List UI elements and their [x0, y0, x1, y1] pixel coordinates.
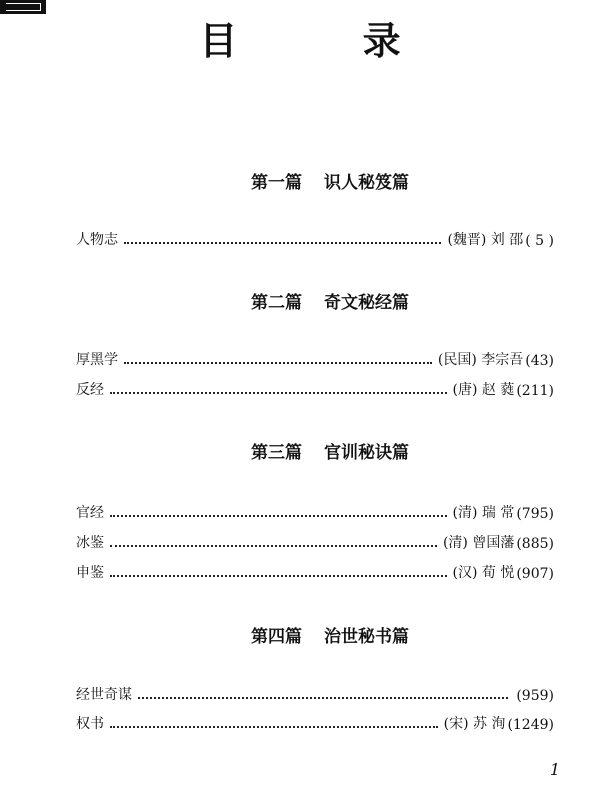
entry-title: 厚黑学: [76, 352, 118, 368]
dot-leader: [138, 697, 508, 699]
entry-title: 经世奇谋: [76, 687, 132, 703]
toc-entry[interactable]: [76, 347, 554, 369]
entry-author: (宋) 苏 洵: [443, 716, 506, 732]
entry-page: (959): [516, 688, 554, 704]
part-heading-3: [30, 438, 600, 463]
dot-leader: [110, 515, 447, 517]
part-heading-2: [30, 288, 600, 313]
entry-author: (清) 瑞 常: [452, 505, 515, 521]
part-heading-1: [30, 168, 600, 193]
toc-entry[interactable]: [76, 711, 554, 733]
part-number: 第三篇: [251, 443, 302, 463]
entry-title: 冰鉴: [76, 535, 104, 551]
part-number: 第二篇: [251, 293, 302, 313]
entry-author: (清) 曾国藩: [442, 535, 515, 551]
entry-title: 人物志: [76, 232, 118, 248]
dot-leader: [110, 726, 438, 728]
part-heading-4: [30, 622, 600, 647]
entry-title: 官经: [76, 505, 104, 521]
entry-author: (唐) 赵 蕤: [452, 382, 515, 398]
dot-leader: [124, 242, 441, 244]
entry-page: ( 5 ): [525, 233, 554, 249]
toc-entry[interactable]: [76, 500, 554, 522]
entry-page: (43): [525, 353, 554, 369]
entry-author: (民国) 李宗吾: [437, 352, 524, 368]
part-name: 治世秘书篇: [324, 627, 409, 647]
dot-leader: [110, 545, 437, 547]
entry-page: (885): [516, 536, 554, 552]
entry-page: (795): [516, 506, 554, 522]
dot-leader: [110, 575, 447, 577]
part-name: 识人秘笈篇: [324, 173, 409, 193]
toc-entry[interactable]: [76, 377, 554, 399]
part-name: 奇文秘经篇: [324, 293, 409, 313]
entry-page: (1249): [507, 717, 554, 733]
entry-page: (211): [516, 383, 554, 399]
dot-leader: [124, 362, 432, 364]
toc-entry[interactable]: [76, 560, 554, 582]
toc-entry[interactable]: [76, 530, 554, 552]
part-name: 官训秘诀篇: [324, 443, 409, 463]
part-number: 第一篇: [251, 173, 302, 193]
toc-entry[interactable]: [76, 227, 554, 249]
page-number: 1: [549, 760, 560, 779]
page-title: 目 录: [199, 19, 457, 63]
entry-title: 反经: [76, 382, 104, 398]
toc-entry[interactable]: [76, 682, 554, 704]
entry-author: (魏晋) 刘 邵: [447, 232, 524, 248]
entry-title: 权书: [76, 716, 104, 732]
entry-page: (907): [516, 566, 554, 582]
part-number: 第四篇: [251, 627, 302, 647]
entry-title: 申鉴: [76, 565, 104, 581]
dot-leader: [110, 392, 447, 394]
entry-author: (汉) 荀 悦: [452, 565, 515, 581]
